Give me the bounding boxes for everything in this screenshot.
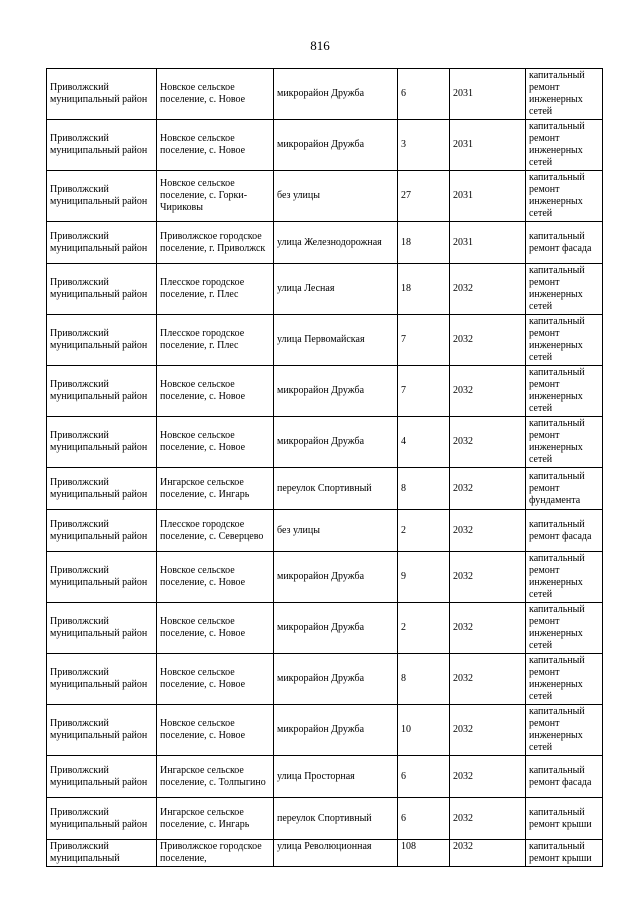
cell-year: 2032	[450, 840, 526, 867]
table-row	[47, 366, 603, 417]
table-row	[47, 120, 603, 171]
cell-street: переулок Спортивный	[274, 468, 398, 510]
cell-house: 3	[398, 120, 450, 171]
cell-street: микрорайон Дружба	[274, 552, 398, 603]
cell-work: капитальный ремонт инженерных сетей	[526, 705, 603, 756]
cell-work: капитальный ремонт крыши	[526, 798, 603, 840]
cell-district: Приволжский муниципальный район	[47, 705, 157, 756]
cell-settlement: Новское сельское поселение, с. Горки-Чириковы	[157, 171, 274, 222]
table-row	[47, 603, 603, 654]
cell-work: капитальный ремонт крыши	[526, 840, 603, 867]
table-row	[47, 552, 603, 603]
cell-year: 2031	[450, 171, 526, 222]
cell-settlement: Приволжское городское поселение,	[157, 840, 274, 867]
cell-year: 2032	[450, 264, 526, 315]
cell-street: микрорайон Дружба	[274, 366, 398, 417]
cell-street: микрорайон Дружба	[274, 705, 398, 756]
cell-house: 8	[398, 468, 450, 510]
cell-year: 2032	[450, 366, 526, 417]
table-row	[47, 468, 603, 510]
table-row	[47, 798, 603, 840]
cell-street: микрорайон Дружба	[274, 417, 398, 468]
cell-year: 2031	[450, 120, 526, 171]
cell-work: капитальный ремонт фасада	[526, 222, 603, 264]
cell-work: капитальный ремонт фасада	[526, 756, 603, 798]
cell-settlement: Новское сельское поселение, с. Новое	[157, 69, 274, 120]
cell-settlement: Новское сельское поселение, с. Новое	[157, 417, 274, 468]
housing-repair-table	[46, 68, 603, 867]
cell-work: капитальный ремонт инженерных сетей	[526, 315, 603, 366]
cell-settlement: Ингарское сельское поселение, с. Ингарь	[157, 798, 274, 840]
cell-settlement: Ингарское сельское поселение, с. Толпыгино	[157, 756, 274, 798]
cell-settlement: Плесское городское поселение, г. Плес	[157, 315, 274, 366]
cell-work: капитальный ремонт инженерных сетей	[526, 417, 603, 468]
cell-work: капитальный ремонт инженерных сетей	[526, 171, 603, 222]
cell-district: Приволжский муниципальный район	[47, 315, 157, 366]
cell-street: улица Лесная	[274, 264, 398, 315]
cell-house: 8	[398, 654, 450, 705]
cell-work: капитальный ремонт инженерных сетей	[526, 366, 603, 417]
cell-year: 2032	[450, 798, 526, 840]
table-row	[47, 756, 603, 798]
cell-street: переулок Спортивный	[274, 798, 398, 840]
table-row	[47, 69, 603, 120]
cell-district: Приволжский муниципальный район	[47, 120, 157, 171]
cell-settlement: Новское сельское поселение, с. Новое	[157, 603, 274, 654]
table-row	[47, 222, 603, 264]
cell-house: 6	[398, 798, 450, 840]
cell-year: 2031	[450, 222, 526, 264]
cell-district: Приволжский муниципальный район	[47, 417, 157, 468]
cell-settlement: Новское сельское поселение, с. Новое	[157, 366, 274, 417]
table-row	[47, 417, 603, 468]
cell-district: Приволжский муниципальный район	[47, 366, 157, 417]
cell-district: Приволжский муниципальный район	[47, 798, 157, 840]
cell-year: 2032	[450, 552, 526, 603]
cell-street: микрорайон Дружба	[274, 69, 398, 120]
cell-work: капитальный ремонт фундамента	[526, 468, 603, 510]
table-row	[47, 705, 603, 756]
cell-street: без улицы	[274, 510, 398, 552]
cell-settlement: Новское сельское поселение, с. Новое	[157, 705, 274, 756]
cell-district: Приволжский муниципальный район	[47, 69, 157, 120]
cell-street: микрорайон Дружба	[274, 654, 398, 705]
cell-settlement: Плесское городское поселение, с. Северцево	[157, 510, 274, 552]
cell-district: Приволжский муниципальный район	[47, 654, 157, 705]
cell-district: Приволжский муниципальный	[47, 840, 157, 867]
cell-district: Приволжский муниципальный район	[47, 171, 157, 222]
cell-house: 7	[398, 315, 450, 366]
cell-year: 2032	[450, 510, 526, 552]
cell-year: 2032	[450, 315, 526, 366]
cell-street: улица Революционная	[274, 840, 398, 867]
cell-street: без улицы	[274, 171, 398, 222]
cell-house: 6	[398, 756, 450, 798]
cell-year: 2032	[450, 603, 526, 654]
cell-house: 27	[398, 171, 450, 222]
cell-settlement: Новское сельское поселение, с. Новое	[157, 120, 274, 171]
page-number: 816	[310, 38, 330, 53]
cell-house: 18	[398, 264, 450, 315]
table-row	[47, 171, 603, 222]
cell-street: микрорайон Дружба	[274, 603, 398, 654]
cell-settlement: Новское сельское поселение, с. Новое	[157, 552, 274, 603]
cell-year: 2032	[450, 654, 526, 705]
cell-work: капитальный ремонт фасада	[526, 510, 603, 552]
cell-year: 2032	[450, 705, 526, 756]
cell-house: 108	[398, 840, 450, 867]
cell-district: Приволжский муниципальный район	[47, 510, 157, 552]
cell-year: 2032	[450, 756, 526, 798]
cell-work: капитальный ремонт инженерных сетей	[526, 69, 603, 120]
cell-street: улица Железнодорожная	[274, 222, 398, 264]
table-row	[47, 654, 603, 705]
cell-district: Приволжский муниципальный район	[47, 222, 157, 264]
cell-house: 2	[398, 603, 450, 654]
cell-work: капитальный ремонт инженерных сетей	[526, 120, 603, 171]
table-row	[47, 264, 603, 315]
cell-work: капитальный ремонт инженерных сетей	[526, 264, 603, 315]
cell-work: капитальный ремонт инженерных сетей	[526, 552, 603, 603]
cell-house: 7	[398, 366, 450, 417]
cell-work: капитальный ремонт инженерных сетей	[526, 654, 603, 705]
cell-street: улица Первомайская	[274, 315, 398, 366]
cell-house: 2	[398, 510, 450, 552]
table-row	[47, 840, 603, 867]
cell-district: Приволжский муниципальный район	[47, 603, 157, 654]
cell-year: 2031	[450, 69, 526, 120]
cell-house: 18	[398, 222, 450, 264]
cell-street: улица Просторная	[274, 756, 398, 798]
cell-settlement: Новское сельское поселение, с. Новое	[157, 654, 274, 705]
cell-year: 2032	[450, 468, 526, 510]
table-row	[47, 510, 603, 552]
cell-street: микрорайон Дружба	[274, 120, 398, 171]
cell-settlement: Ингарское сельское поселение, с. Ингарь	[157, 468, 274, 510]
cell-year: 2032	[450, 417, 526, 468]
cell-settlement: Приволжское городское поселение, г. Приволжск	[157, 222, 274, 264]
cell-house: 4	[398, 417, 450, 468]
cell-settlement: Плесское городское поселение, г. Плес	[157, 264, 274, 315]
cell-district: Приволжский муниципальный район	[47, 264, 157, 315]
cell-house: 10	[398, 705, 450, 756]
cell-house: 6	[398, 69, 450, 120]
cell-district: Приволжский муниципальный район	[47, 552, 157, 603]
cell-house: 9	[398, 552, 450, 603]
cell-district: Приволжский муниципальный район	[47, 468, 157, 510]
cell-district: Приволжский муниципальный район	[47, 756, 157, 798]
table-row	[47, 315, 603, 366]
cell-work: капитальный ремонт инженерных сетей	[526, 603, 603, 654]
